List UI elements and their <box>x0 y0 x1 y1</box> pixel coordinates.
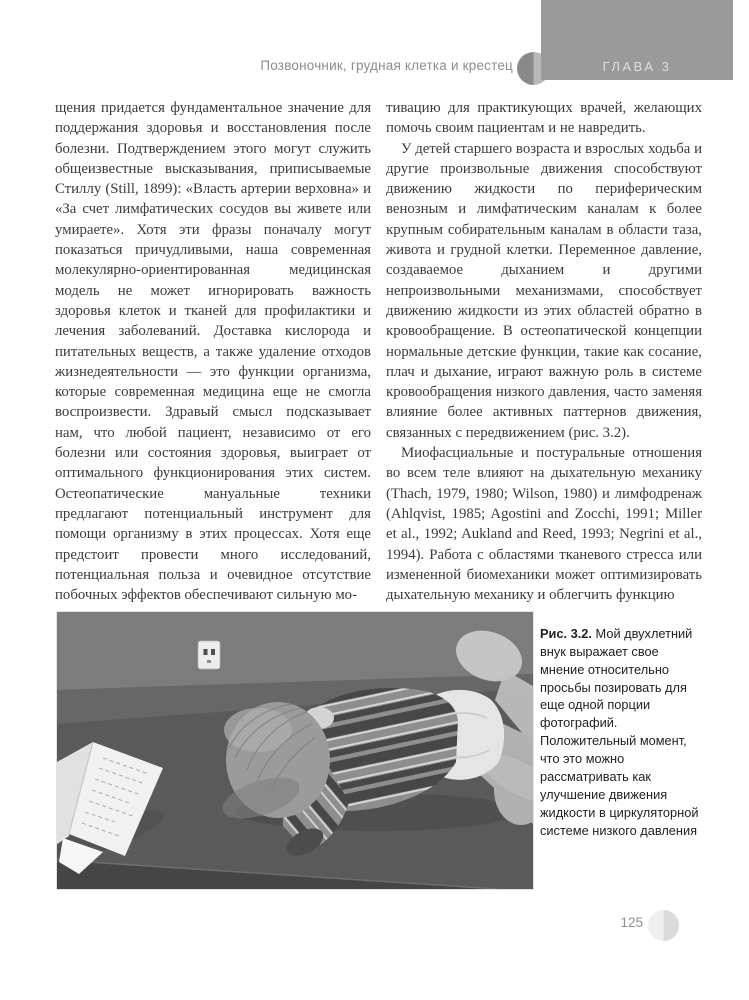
chapter-label: ГЛАВА 3 <box>602 59 672 74</box>
text-columns <box>55 98 702 605</box>
body-paragraph: тивацию для практикующих врачей, желающих помочь своим пациентам и не навредить. <box>386 100 702 137</box>
half-circle-ornament-icon <box>648 910 679 941</box>
figure-caption <box>540 625 701 840</box>
chapter-bar <box>541 0 733 80</box>
right-column <box>386 98 702 605</box>
body-paragraph: щения придается фундаментальное значение для поддержания здоровья и восстановления после болезни. Подтверждением этого могут служить общеизвестные высказывания, приписываемые Стиллу (Still, 1899): «Власть артерии верховна» и «За счет лимфатических сосудов вы живете или умираете». Хотя эти фразы поначалу могут показаться причудливыми, наша современная молекулярно-ориентированная медицинская модель не может игнорировать важность здоровья клеток и тканей для профилактики и лечения заболеваний. Доставка кислорода и питательных веществ, а также удаление отходов жизнедеятельности — это функции организма, которые современная медицина еще не смогла воспроизвести. Здравый смысл подсказывает нам, что любой пациент, независимо от его болезни или состояния здоровья, выиграет от оптимального функционирования этих систем. Остеопатические мануальные техники предлагают потенциальный инструмент для помощи организму в этих процессах. Хотя еще предстоит провести много исследований, потенциальная польза и очевидное отсутствие побочных эффектов обеспечивают сильную мо- <box>55 100 371 604</box>
photo-scene <box>57 612 533 889</box>
body-paragraph: Миофасциальные и постуральные отношения во всем теле влияют на дыхательную механику (Thach, 1979, 1980; Wilson, 1980) и лимфодренаж (Ahlqvist, 1985; Agostini and Zocchi, 1991; Miller et al., 1992; Aukland and Reed, 1993; Negrini et al., 1994). Работа с областями тканевого стресса или измененной биомеханики может оптимизировать дыхательную механику и облегчить функцию <box>386 445 702 604</box>
body-paragraph: У детей старшего возраста и взрослых ходьба и другие произвольные движения способствуют движению жидкости по периферическим венозным и лимфатическим каналам к более крупным собирательным каналам в области таза, живота и грудной клетки. Переменное давление, создаваемое дыханием и другими непроизвольными механизмами, способствует движению жидкости из этих областей обратно в кровообращение. В остеопатической концепции нормальные детские функции, такие как сосание, плач и дыхание, играют важную роль в системе кровообращения низкого давления, часто заменяя влияние более активных паттернов движения, связанных с передвижением (рис. 3.2). <box>386 140 702 441</box>
figure-caption-label: Рис. 3.2. <box>540 625 592 641</box>
running-head: Позвоночник, грудная клетка и крестец <box>260 58 513 73</box>
page-number: 125 <box>620 915 643 930</box>
wall-outlet-icon <box>198 641 220 669</box>
left-column <box>55 98 371 605</box>
figure-caption-text: Мой двухлетний внук выражает свое мнение относительно просьбы позировать для еще одной порции фотографий. Положительный момент, что это можно рассматривать как улучшение движения жидкости в циркуляторной системе низкого давления <box>540 625 699 838</box>
figure-photo <box>57 612 533 889</box>
